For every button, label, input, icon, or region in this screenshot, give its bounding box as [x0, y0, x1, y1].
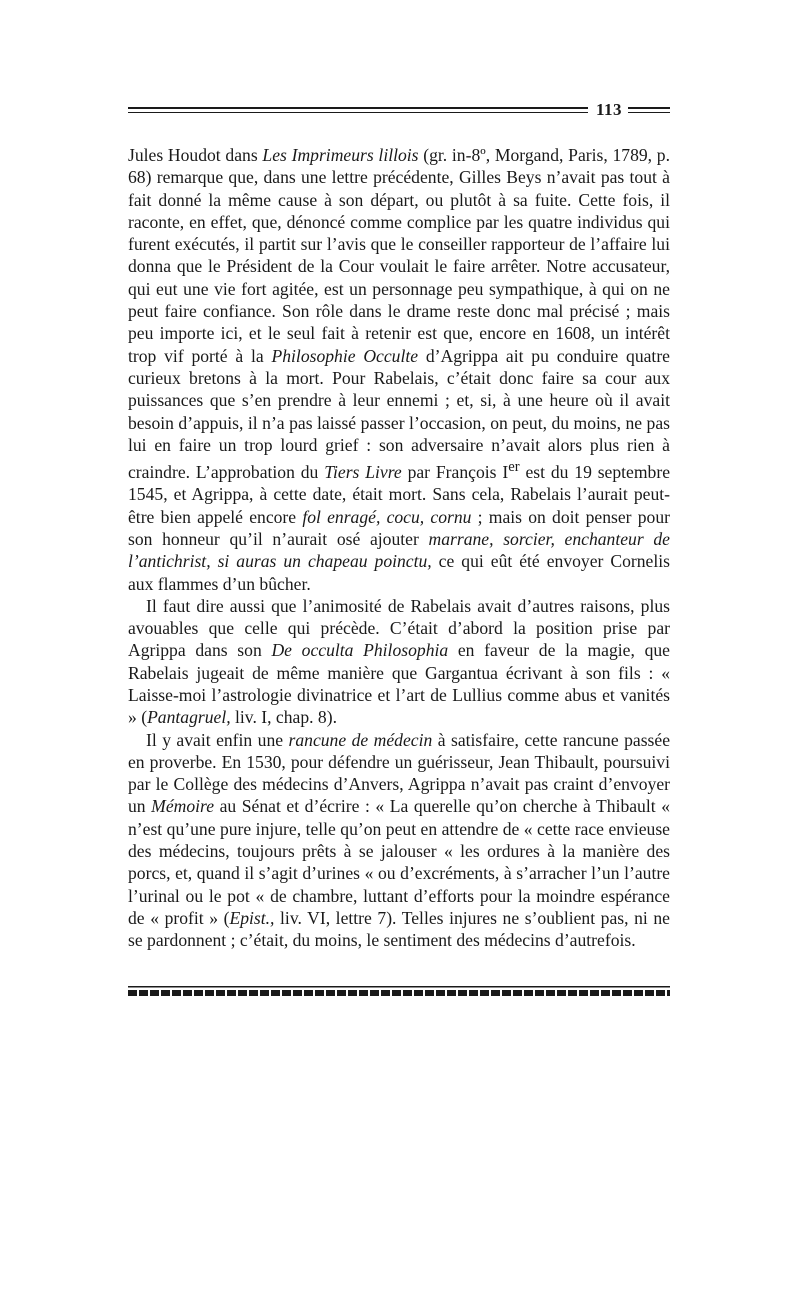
footer-ornamental-rule — [128, 986, 670, 996]
italic-text: Philosophie Occulte — [271, 345, 419, 366]
body-text — [128, 144, 670, 952]
text-run: à satisfaire, cette rancune passée en proverbe. En 1530, pour défendre un guérisseur, Jean Thibault, poursuivi par le Collège des médecins d’Anvers, Agrippa n’avait pas craint d’envoyer un — [128, 729, 671, 817]
italic-text: Pantagruel, — [147, 707, 231, 728]
text-run: liv. VI, lettre 7). Telles injures ne s’oublient pas, ni ne se pardonnent ; c’était, du moins, le sentiment des médecins d’autrefois. — [128, 907, 670, 951]
superscript: er — [508, 459, 520, 476]
book-page — [128, 98, 670, 996]
page-number: 113 — [595, 100, 622, 119]
header-double-rule-left — [128, 107, 588, 112]
running-header — [128, 98, 670, 122]
text-run: Il faut dire aussi que l’animosité de Rabelais avait d’autres raisons, plus avouables que celle qui précède. C’était d’abord la position prise par Agrippa dans son — [128, 595, 670, 661]
italic-text: Les Imprimeurs lillois — [262, 145, 419, 165]
italic-text: fol enragé, cocu, cornu — [302, 506, 472, 527]
italic-text: Mémoire — [151, 796, 215, 817]
text-run: par François I — [401, 462, 509, 483]
italic-text: marrane, sorcier, enchanteur de l’antichrist, si auras un chapeau poinctu, — [128, 528, 670, 572]
italic-text: Epist., — [229, 907, 275, 928]
italic-text: Tiers Livre — [324, 462, 402, 483]
italic-text: rancune de médecin — [288, 729, 433, 750]
text-run: liv. I, chap. 8). — [230, 707, 337, 728]
paragraph — [128, 729, 670, 952]
text-run: (gr. in-8º, Morgand, Paris, 1789, p. 68) remarque que, dans une lettre précédente, Gilles Beys n’avait pas tout à fait donné la même cause à son départ, ou plutôt à sa fuite. Cette fois, il raconte, en effet, que, dénoncé comme complice par les quatre individus qui furent exécutés, il partit sur l’avis que le conseiller rapporteur de l’affaire lui donna que le Président de la Cour voulait le faire arrêter. Notre accusateur, qui eut une vie fort agitée, est un personnage peu sympathique, à qui on ne peut faire confiance. Son rôle dans le drame reste donc mal précisé ; mais peu importe ici, et le seul fait à retenir est que, encore en 1608, un intérêt trop vif porté à la — [128, 145, 670, 366]
text-run: au Sénat et d’écrire : « La querelle qu’on cherche à Thibault « n’est qu’une pure injure, telle qu’on peut en attendre de « cette race envieuse des médecins, toujours prêts à se jalouser « les ordures à la manière des porcs, et, quand il s’agit d’urines « ou d’excréments, à s’arracher l’un l’autre l’urinal ou le pot « de chambre, luttant d’efforts pour la moindre espérance de « profit » ( — [128, 796, 670, 928]
text-run: d’Agrippa ait pu conduire quatre curieux bretons à la mort. Pour Rabelais, c’était donc faire sa cour aux puissances que s’en prendre à leur ennemi ; et, si, à une heure où il avait besoin d’appuis, il n’a pas laissé passer l’occasion, on peut, du moins, ne pas lui en faire un trop lourd grief : son adversaire n’avait alors plus rien à craindre. L’approbation du — [128, 345, 670, 483]
header-double-rule-right — [628, 107, 670, 112]
italic-text: De occulta Philosophia — [271, 640, 449, 661]
text-run: est du 19 septembre 1545, et Agrippa, à cette date, était mort. Sans cela, Rabelais l’aurait peut-être bien appelé encore — [128, 462, 671, 527]
text-run: en faveur de la magie, que Rabelais jugeait de même manière que Gargantua écrivant à son fils : « Laisse-moi l’astrologie divinatrice et l’art de Lullius comme abus et vanités » ( — [128, 640, 670, 728]
text-run: Il y avait enfin une — [146, 729, 289, 750]
text-run: ; mais on doit penser pour son honneur qu’il n’aurait osé ajouter — [128, 506, 670, 549]
text-run: Jules Houdot dans — [128, 145, 263, 165]
paragraph — [128, 595, 670, 729]
paragraph — [128, 144, 670, 595]
text-run: ce qui eût été envoyer Cornelis aux flammes d’un bûcher. — [128, 551, 670, 594]
